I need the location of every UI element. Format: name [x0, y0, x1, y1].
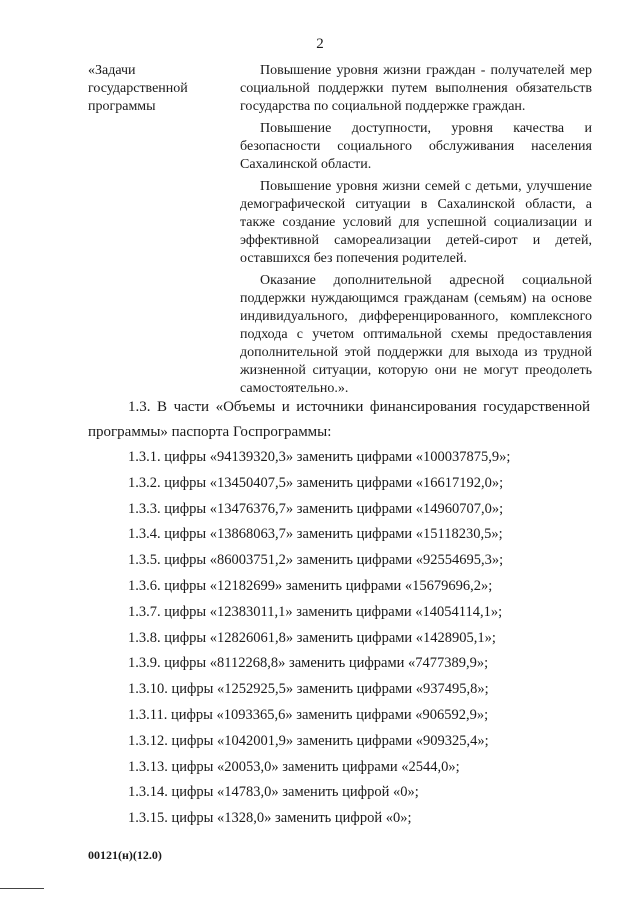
amendment-item: 1.3.12. цифры «1042001,9» заменить цифрами «909325,4»; [128, 732, 489, 749]
amendment-item: 1.3.8. цифры «12826061,8» заменить цифрами «1428905,1»; [128, 629, 496, 646]
amendment-item: 1.3.3. цифры «13476376,7» заменить цифрами «14960707,0»; [128, 500, 504, 517]
task-paragraph: Повышение уровня жизни граждан - получателей мер социальной поддержки путем выполнения обязательств государства по социальной поддержке граждан. [240, 63, 592, 114]
amendment-item: 1.3.1. цифры «94139320,3» заменить цифрами «100037875,9»; [128, 449, 511, 465]
document-code: 00121(н)(12.0) [88, 848, 162, 862]
amendment-item: 1.3.13. цифры «20053,0» заменить цифрами «2544,0»; [128, 758, 460, 775]
amendment-item: 1.3.7. цифры «12383011,1» заменить цифрами «14054114,1»; [128, 603, 503, 620]
amendment-item: 1.3.4. цифры «13868063,7» заменить цифрами «15118230,5»; [128, 526, 503, 543]
amendment-item: 1.3.14. цифры «14783,0» заменить цифрой «0»; [128, 784, 419, 801]
tasks-body [240, 62, 592, 402]
amendment-list [128, 445, 588, 832]
task-paragraph: Повышение уровня жизни семей с детьми, улучшение демографической ситуации в Сахалинской области, а также создание условий для успешной социализации и эффективной самореализации детей-сирот и детей, оставшихся без попечения родителей. [240, 179, 592, 266]
tasks-label: «Задачи государственной программы [88, 63, 188, 114]
section-title: 1.3. В части «Объемы и источники финансирования государственной программы» паспорта Госпрограммы: [88, 399, 590, 440]
amendment-item: 1.3.6. цифры «12182699» заменить цифрами «15679696,2»; [128, 577, 493, 594]
task-paragraph: Оказание дополнительной адресной социальной поддержки нуждающимся гражданам (семьям) на основе индивидуального, дифференцированного, комплексного подхода с учетом оптимальной схемы предоставления дополнительной этой поддержки для выхода из трудной жизненной ситуации, которую они не могут преодолеть самостоятельно.». [240, 273, 592, 396]
amendment-item: 1.3.5. цифры «86003751,2» заменить цифрами «92554695,3»; [128, 552, 504, 569]
footer-rule [0, 888, 44, 889]
amendment-item: 1.3.2. цифры «13450407,5» заменить цифрами «16617192,0»; [128, 474, 504, 491]
amendment-item: 1.3.10. цифры «1252925,5» заменить цифрами «937495,8»; [128, 681, 489, 698]
task-paragraph: Повышение доступности, уровня качества и безопасности социального обслуживания населения Сахалинской области. [240, 121, 592, 172]
amendment-item: 1.3.15. цифры «1328,0» заменить цифрой «0»; [128, 810, 412, 827]
page-number: 2 [316, 36, 324, 52]
amendment-item: 1.3.9. цифры «8112268,8» заменить цифрами «7477389,9»; [128, 655, 489, 672]
amendment-item: 1.3.11. цифры «1093365,6» заменить цифрами «906592,9»; [128, 706, 489, 723]
